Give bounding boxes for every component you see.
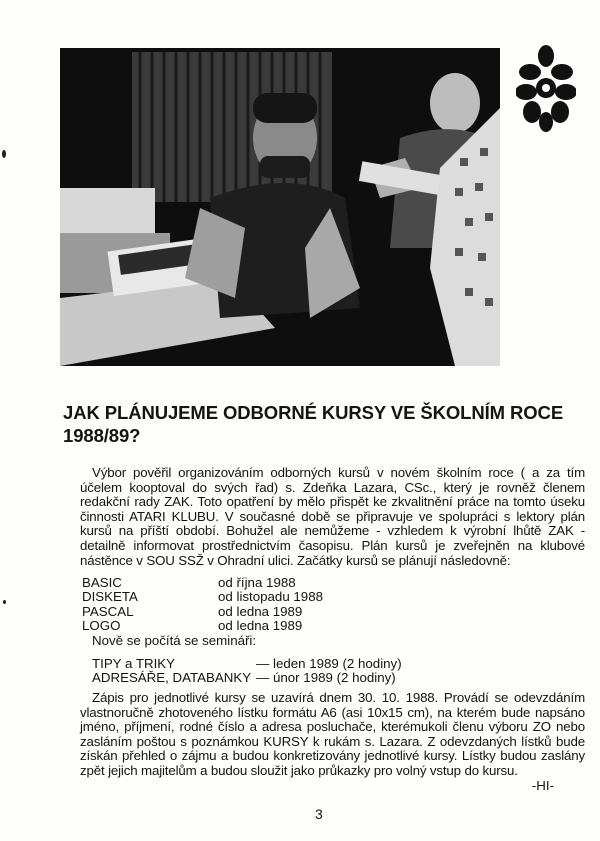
- article-photo: [60, 48, 500, 366]
- scan-mark: [2, 150, 6, 158]
- course-date: od října 1988: [218, 575, 296, 590]
- seminar-date: — leden 1989 (2 hodiny): [256, 656, 402, 671]
- seminar-row: [92, 657, 452, 671]
- course-name: PASCAL: [82, 603, 134, 619]
- course-row: [82, 605, 402, 619]
- course-date: od ledna 1989: [218, 603, 303, 619]
- scan-mark: [3, 600, 6, 604]
- intro-paragraph: Výbor pověřil organizováním odborných kursů v novém školním roce ( a za tím účelem kooptoval do svých řad) s. Zdeňka Lazara, CSc., který je rovněž členem redakční rady ZAK. Toto opatření by mělo přispět ke zkvalitnění práce na tomto úseku činnosti ATARI KLUBU. V současné době se připravuje ve spolupráci s lektory plán kursů na příští období. Bohužel ale nemůžeme - vzhledem k výrobní lhůtě ZAK - detailně informovat prostřednictvím časopisu. Plán kursů je zveřejněn na klubové nástěnce v SOU SSŽ v Ohradní ulici. Začátky kursů se plánují následovně:: [80, 465, 585, 568]
- course-date: od ledna 1989: [218, 618, 303, 634]
- seminar-name: ADRESÁŘE, DATABANKY: [92, 670, 252, 686]
- seminar-list: [92, 657, 452, 686]
- course-row: [82, 619, 402, 633]
- course-name: DISKETA: [82, 589, 138, 605]
- seminar-intro: Nově se počítá se semináři:: [92, 633, 257, 648]
- course-row: [82, 576, 402, 590]
- seminar-row: [92, 671, 452, 685]
- article-heading: JAK PLÁNUJEME ODBORNÉ KURSY VE ŠKOLNÍM ROCE 1988/89?: [63, 402, 564, 446]
- course-name: LOGO: [82, 618, 121, 634]
- seminar-date: — únor 1989 (2 hodiny): [256, 670, 396, 686]
- photograph-icon: [60, 48, 500, 366]
- course-date: od listopadu 1988: [218, 589, 323, 605]
- registration-paragraph: Zápis pro jednotlivé kursy se uzavírá dnem 30. 10. 1988. Provádí se odevzdáním vlastnoručně zhotoveného lístku formátu A6 (asi 10x15 cm), na kterém bude napsáno jméno, příjmení, rodné číslo a adresa posluchače, kterémukoli členu výboru ZO nebo zasláním poštou s poznámkou KURSY k rukám s. Lazara. Z odevzdaných lístků bude získán přehled o zájmu a budou konkretizovány jednotlivé kursy. Lístky budou zaslány zpět jejich majitelům a budou sloužit jako průkazky pro volný vstup do kursu.: [80, 690, 585, 778]
- flower-ornament-icon: [516, 44, 576, 134]
- seminar-name: TIPY a TRIKY: [92, 656, 176, 671]
- course-row: [82, 590, 402, 604]
- author-signature: -HI-: [531, 778, 554, 793]
- course-list: [82, 576, 402, 634]
- course-name: BASIC: [82, 575, 122, 590]
- page-number: 3: [315, 806, 323, 822]
